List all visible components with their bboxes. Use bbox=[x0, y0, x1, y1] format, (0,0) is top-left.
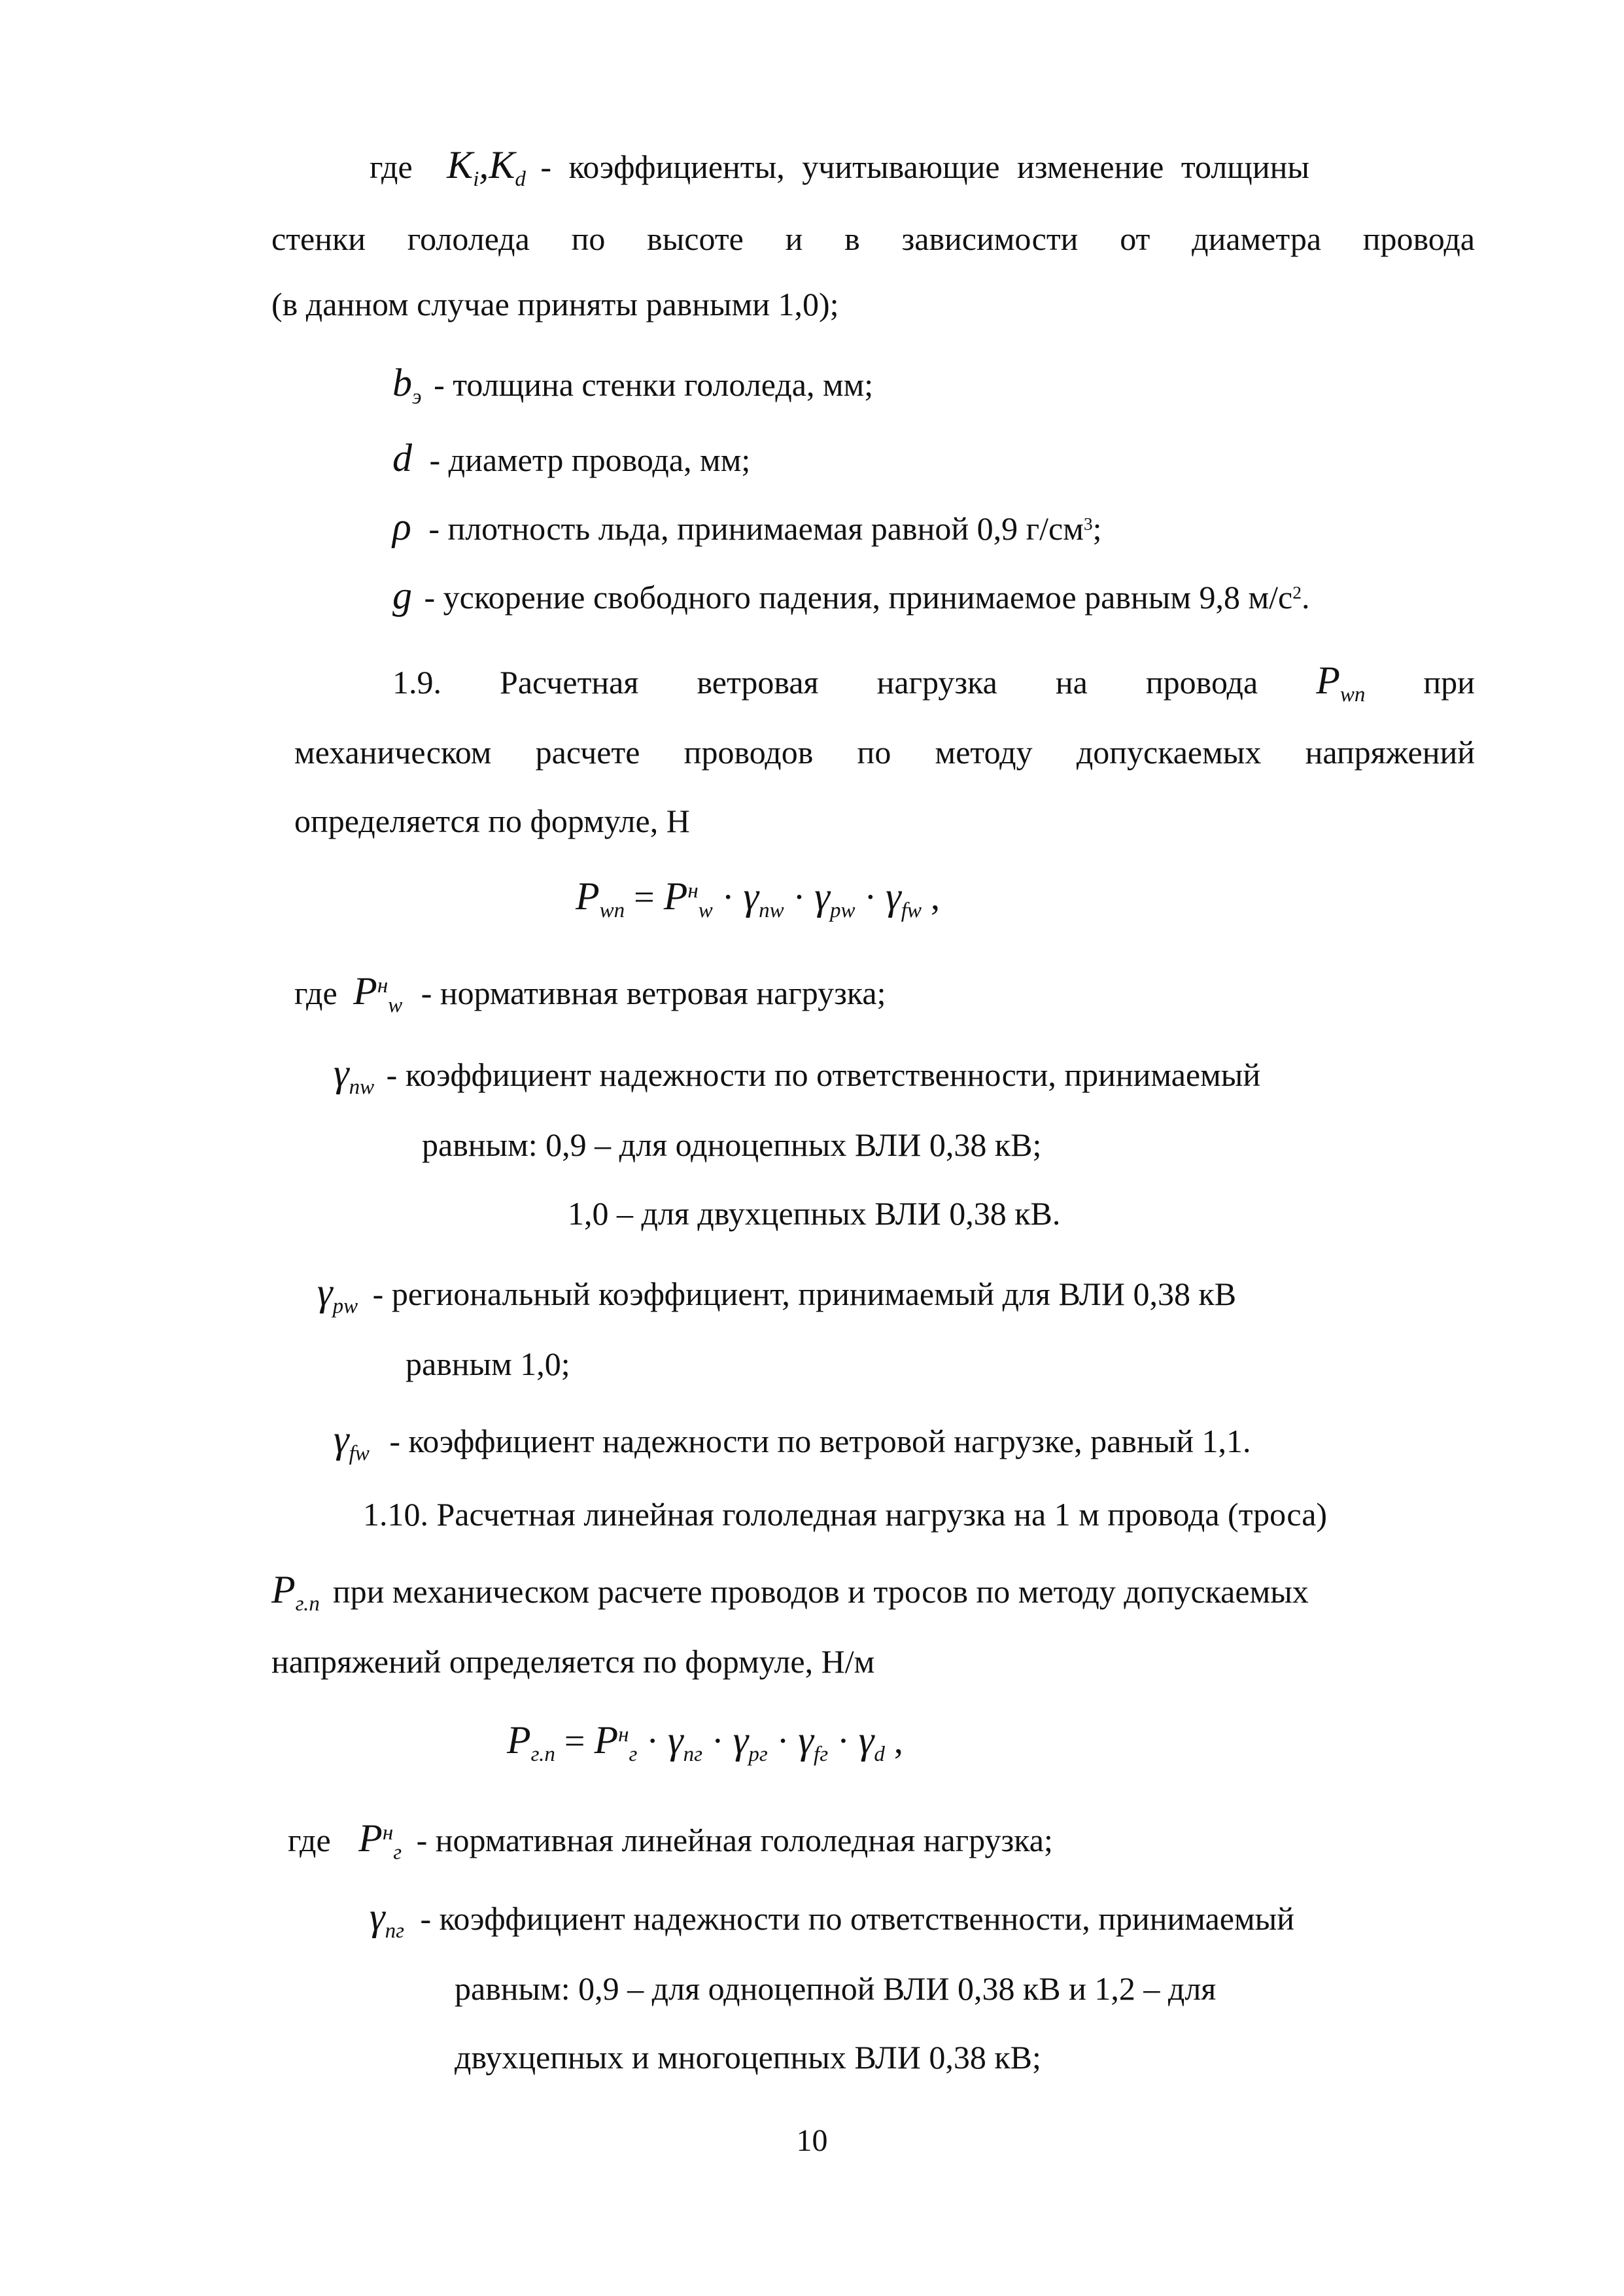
def-yfw bbox=[334, 1418, 1251, 1465]
s19-number: 1.9. bbox=[392, 664, 441, 701]
def-ypw-text: - региональный коэффициент, принимаемый для ВЛИ 0,38 кВ bbox=[372, 1276, 1237, 1312]
s19-word: ветровая bbox=[697, 664, 819, 701]
def-b bbox=[392, 361, 874, 409]
symbol-d: d bbox=[392, 436, 412, 479]
def-d-text: - диаметр провода, мм; bbox=[429, 442, 751, 478]
s19-word: Расчетная bbox=[500, 664, 639, 701]
rho-end: ; bbox=[1092, 510, 1102, 547]
paragraph-line: равным: 0,9 – для одноцепных ВЛИ 0,38 кВ; bbox=[422, 1126, 1042, 1163]
def-pnw-text: - нормативная ветровая нагрузка; bbox=[421, 975, 886, 1011]
symbol-pwp: $P_{wп}$ bbox=[1316, 659, 1366, 706]
def-ynw-text: - коэффициент надежности по ответственности, принимаемый bbox=[386, 1056, 1261, 1093]
paragraph-line: стенки гололеда по высоте и в зависимости от диаметра провода bbox=[271, 220, 1475, 257]
symbol-png: $P^н_г$ bbox=[358, 1817, 402, 1864]
def-rho-text: - плотность льда, принимаемая равной 0,9 г/см bbox=[428, 510, 1084, 547]
def-b-text: - толщина стенки гололеда, мм; bbox=[434, 366, 874, 403]
symbol-pgp: $P_{г.п}$ bbox=[271, 1568, 320, 1616]
paragraph-line: напряжений определяется по формуле, Н/м bbox=[271, 1643, 875, 1680]
page-number: 10 bbox=[796, 2123, 828, 2158]
where-word: где bbox=[294, 975, 337, 1011]
rho-unit-sup: 3 bbox=[1083, 513, 1093, 534]
g-end: . bbox=[1301, 579, 1310, 616]
where-word: где bbox=[288, 1822, 331, 1858]
s110-line-2 bbox=[271, 1568, 1475, 1616]
where-word: где bbox=[370, 148, 413, 185]
g-unit-sup: 2 bbox=[1292, 582, 1302, 602]
symbol-b: $b_э$ bbox=[392, 361, 422, 409]
def-yng-text: - коэффициент надежности по ответственности, принимаемый bbox=[420, 1900, 1294, 1937]
def-png bbox=[288, 1817, 1053, 1864]
paragraph-line: равным: 0,9 – для одноцепной ВЛИ 0,38 кВ и 1,2 – для bbox=[455, 1970, 1217, 2007]
symbol-g: g bbox=[392, 574, 412, 617]
line-ki-kd bbox=[370, 143, 1475, 191]
def-g bbox=[392, 576, 1309, 617]
symbol-rho: ρ bbox=[392, 505, 411, 548]
def-pnw bbox=[294, 969, 886, 1017]
paragraph-line: определяется по формуле, Н bbox=[294, 803, 690, 839]
symbol-ki-kd: $K_i,K_d$ bbox=[447, 143, 526, 191]
paragraph-line: 1,0 – для двухцепных ВЛИ 0,38 кВ. bbox=[568, 1195, 1061, 1232]
symbol-pnw: $P^н_w$ bbox=[353, 969, 403, 1017]
def-yfw-text: - коэффициент надежности по ветровой нагрузке, равный 1,1. bbox=[389, 1423, 1251, 1459]
section-1-9-heading bbox=[392, 659, 1475, 706]
formula-ice-load: $P_{г.п} = P^н_г \cdot \gamma_{nг} \cdot \gamma_{pг} \cdot \gamma_{fг} \cdot \gamma_d$ , bbox=[507, 1718, 903, 1766]
def-png-text: - нормативная линейная гололедная нагрузка; bbox=[416, 1822, 1053, 1858]
s110-line-2-text: при механическом расчете проводов и тросов по методу допускаемых bbox=[332, 1573, 1309, 1610]
def-g-text: - ускорение свободного падения, принимаемое равным 9,8 м/с bbox=[424, 579, 1293, 616]
paragraph-line: (в данном случае приняты равными 1,0); bbox=[271, 286, 839, 322]
symbol-yfw: $\gamma_{fw}$ bbox=[334, 1418, 370, 1465]
paragraph-line: 1.10. Расчетная линейная гололедная нагрузка на 1 м провода (троса) bbox=[363, 1496, 1328, 1533]
def-ypw bbox=[317, 1270, 1237, 1318]
s19-word: на bbox=[1055, 664, 1088, 701]
symbol-ypw: $\gamma_{pw}$ bbox=[317, 1270, 358, 1318]
s19-word: провода bbox=[1145, 664, 1258, 701]
ki-kd-definition: - коэффициенты, учитывающие изменение толщины bbox=[540, 148, 1309, 185]
paragraph-line: равным 1,0; bbox=[406, 1346, 570, 1382]
symbol-yng: $\gamma_{nг}$ bbox=[370, 1895, 405, 1943]
def-ynw bbox=[334, 1051, 1261, 1099]
paragraph-line: механическом расчете проводов по методу допускаемых напряжений bbox=[294, 734, 1475, 771]
s19-word: при bbox=[1423, 664, 1475, 701]
formula-wind-load: $P_{wп} = P^н_w \cdot \gamma_{nw} \cdot \gamma_{pw} \cdot \gamma_{fw}$ , bbox=[576, 875, 940, 922]
def-yng bbox=[370, 1895, 1294, 1943]
def-d bbox=[392, 438, 750, 479]
def-rho bbox=[392, 507, 1102, 548]
symbol-ynw: $\gamma_{nw}$ bbox=[334, 1051, 375, 1099]
s19-word: нагрузка bbox=[876, 664, 997, 701]
paragraph-line: двухцепных и многоцепных ВЛИ 0,38 кВ; bbox=[455, 2039, 1041, 2076]
